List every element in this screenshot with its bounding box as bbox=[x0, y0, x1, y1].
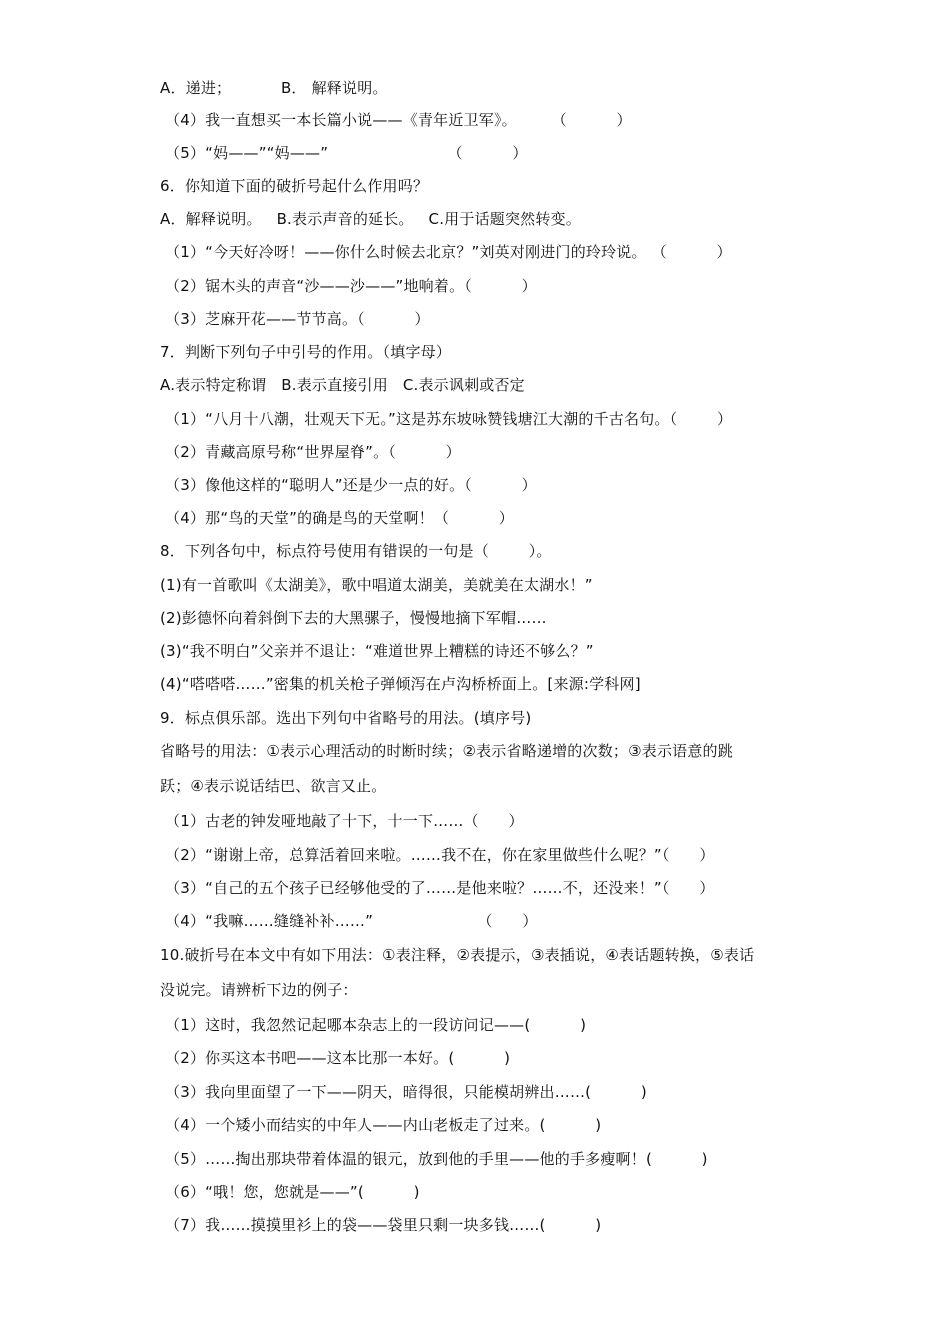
question-heading: 8．下列各句中，标点符号使用有错误的一句是（ ）。 bbox=[160, 542, 552, 560]
question-item: (2)彭德怀向着斜倒下去的大黑骡子，慢慢地摘下军帽…… bbox=[160, 609, 547, 627]
question-heading: 6．你知道下面的破折号起什么作用吗？ bbox=[160, 177, 429, 195]
question-item: （1）“八月十八潮，壮观天下无。”这是苏东坡咏赞钱塘江大潮的千古名句。（ ） bbox=[165, 410, 733, 428]
option-line: A．解释说明。 B.表示声音的延长。 C.用于话题突然转变。 bbox=[160, 210, 581, 228]
question-item: （1）“今天好冷呀！——你什么时候去北京？”刘英对刚进门的玲玲说。 （ ） bbox=[165, 243, 732, 261]
question-heading: 10.破折号在本文中有如下用法：①表注释，②表提示，③表插说，④表话题转换，⑤表话 bbox=[160, 946, 755, 964]
question-item: （3）“自己的五个孩子已经够他受的了……是他来啦？……不，还没来！”（ ） bbox=[165, 879, 715, 897]
question-item: （4）一个矮小而结实的中年人——内山老板走了过来。( ) bbox=[165, 1116, 602, 1134]
question-item: （1）这时，我忽然记起哪本杂志上的一段访问记——( ) bbox=[165, 1016, 587, 1034]
option-line: A．递进； B． 解释说明。 bbox=[160, 79, 388, 97]
option-line: A.表示特定称谓 B.表示直接引用 C.表示讽刺或否定 bbox=[160, 376, 525, 394]
question-item: （3）我向里面望了一下——阴天，暗得很，只能模胡辨出……( ) bbox=[165, 1083, 647, 1101]
question-item: （3）芝麻开花——节节高。（ ） bbox=[165, 310, 430, 328]
usage-description: 省略号的用法：①表示心理活动的时断时续；②表示省略递增的次数；③表示语意的跳 bbox=[160, 742, 733, 760]
question-item: (3)“我不明白”父亲并不退让：“难道世界上糟糕的诗还不够么？” bbox=[160, 642, 594, 660]
question-item: (1)有一首歌叫《太湖美》，歌中唱道太湖美，美就美在太湖水！” bbox=[160, 576, 593, 594]
question-item: （7）我……摸摸里衫上的袋——袋里只剩一块多钱……( ) bbox=[165, 1216, 602, 1234]
question-item: （6）“哦！您，您就是——”( ) bbox=[165, 1183, 420, 1201]
question-item: （4）我一直想买一本长篇小说——《青年近卫军》。 （ ） bbox=[165, 111, 632, 129]
question-item: （2）你买这本书吧——这本比那一本好。( ) bbox=[165, 1049, 511, 1067]
question-heading: 9．标点俱乐部。选出下列句中省略号的用法。(填序号) bbox=[160, 709, 532, 727]
question-item: （3）像他这样的“聪明人”还是少一点的好。（ ） bbox=[165, 476, 537, 494]
question-item: （4）“我嘛……缝缝补补……” （ ） bbox=[165, 912, 538, 930]
usage-description: 没说完。请辨析下边的例子： bbox=[160, 981, 358, 999]
question-item: （5）“妈——”“妈——” （ ） bbox=[165, 144, 528, 162]
question-item: （2）锯木头的声音“沙——沙——”地响着。（ ） bbox=[165, 277, 537, 295]
question-item: （4）那“鸟的天堂”的确是鸟的天堂啊！（ ） bbox=[165, 509, 514, 527]
question-item: (4)“嗒嗒嗒……”密集的机关枪子弹倾泻在卢沟桥桥面上。[来源:学科网] bbox=[160, 675, 641, 693]
question-item: （2）青藏高原号称“世界屋脊”。（ ） bbox=[165, 443, 461, 461]
question-item: （1）古老的钟发哑地敲了十下，十一下……（ ） bbox=[165, 812, 524, 830]
question-item: （5）……掏出那块带着体温的银元，放到他的手里——他的手多瘦啊！( ) bbox=[165, 1150, 708, 1168]
usage-description: 跃；④表示说话结巴、欲言又止。 bbox=[160, 777, 387, 795]
question-item: （2）“谢谢上帝，总算活着回来啦。……我不在，你在家里做些什么呢？”（ ） bbox=[165, 846, 715, 864]
question-heading: 7．判断下列句子中引号的作用。（填字母） bbox=[160, 343, 452, 361]
